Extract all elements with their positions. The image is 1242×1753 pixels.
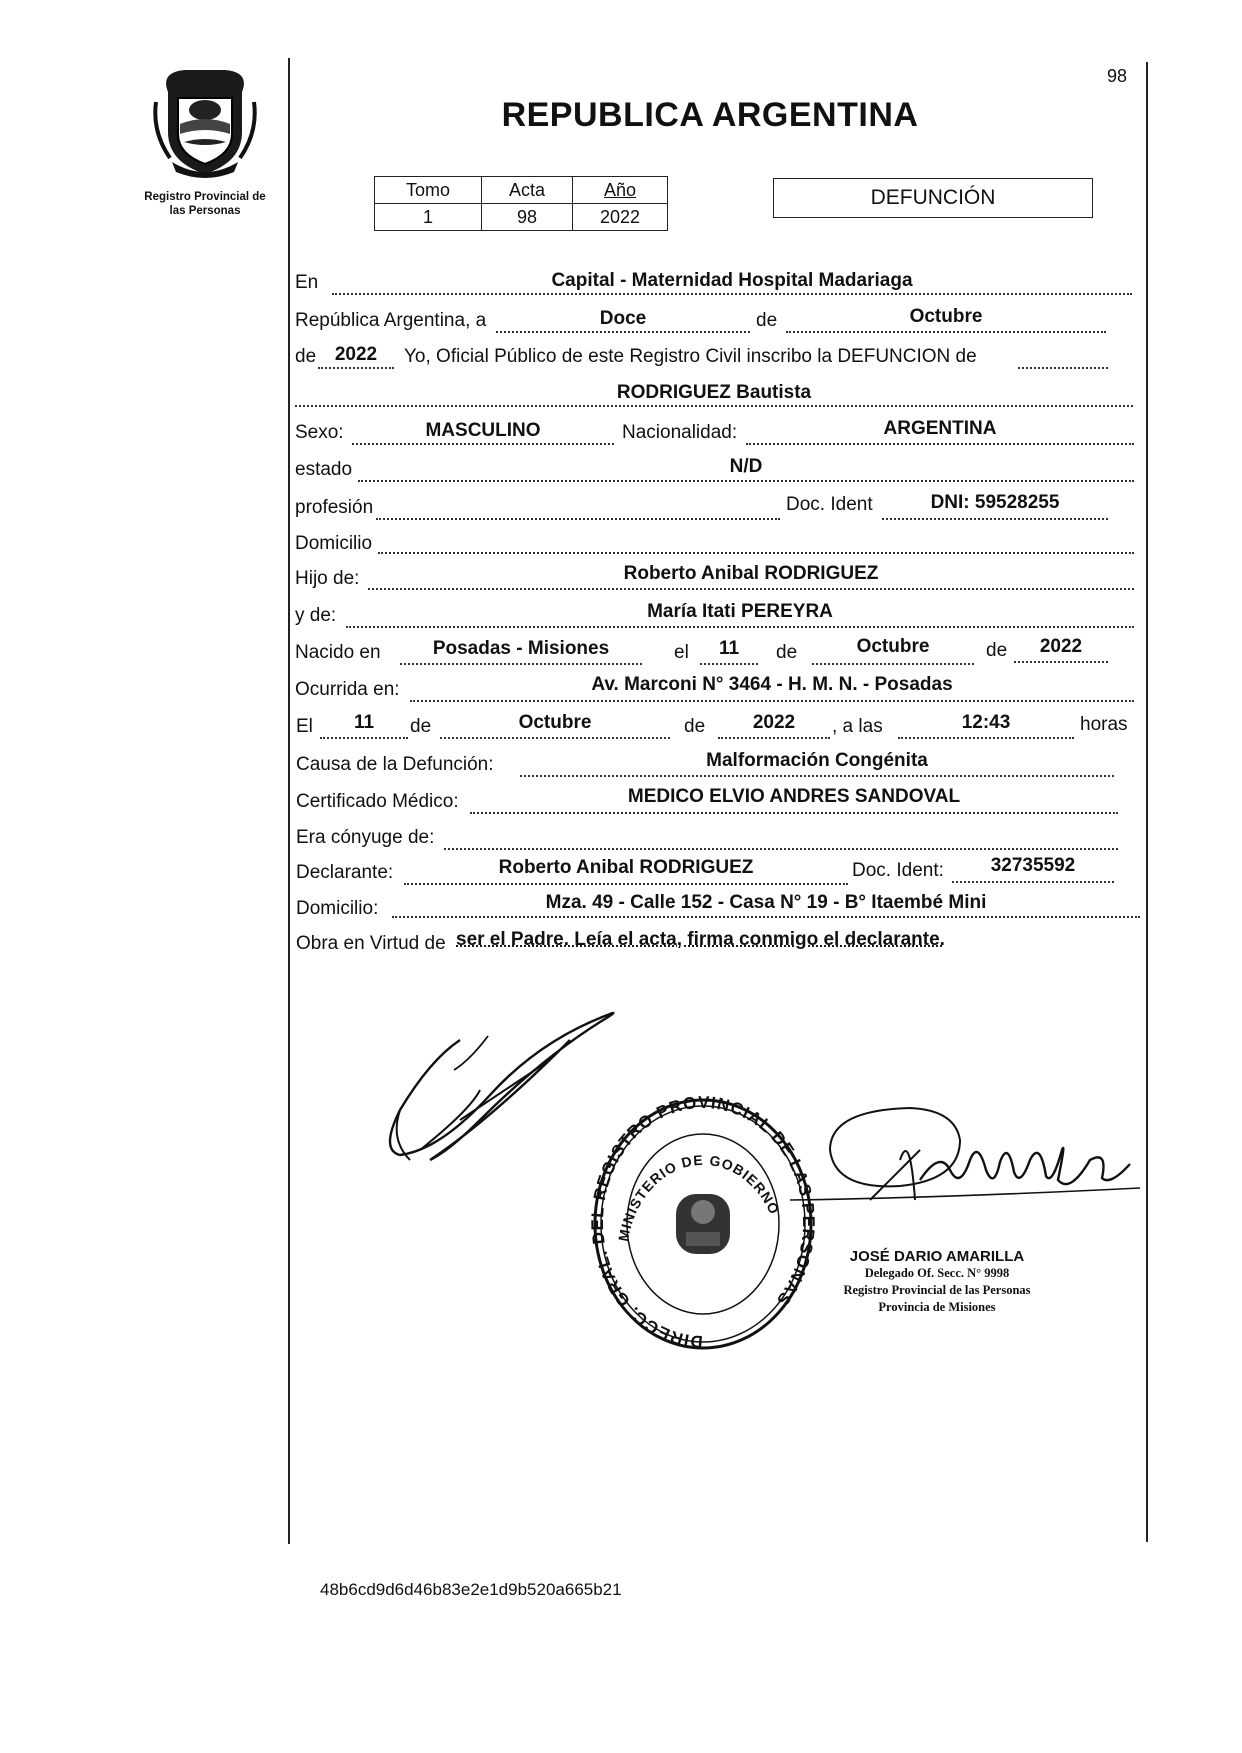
nacionalidad-label: Nacionalidad: xyxy=(622,422,738,443)
death-day-dots xyxy=(320,737,408,739)
document-hash: 48b6cd9d6d46b83e2e1d9b520a665b21 xyxy=(320,1580,622,1599)
en-dots xyxy=(332,293,1132,295)
ref-value-tomo: 1 xyxy=(375,204,482,231)
certificado-value: MEDICO ELVIO ANDRES SANDOVAL xyxy=(627,786,961,807)
estado-dots xyxy=(358,480,1134,482)
death-time-dots xyxy=(898,737,1074,739)
declarante-dots xyxy=(404,883,848,885)
ocurrida-dots xyxy=(410,700,1134,702)
month-dots xyxy=(786,331,1106,333)
deceased-name: RODRIGUEZ Bautista xyxy=(616,382,812,403)
doc-type-label: DEFUNCIÓN xyxy=(870,186,996,209)
causa-label: Causa de la Defunción: xyxy=(296,754,494,775)
oficial-dots xyxy=(1018,367,1108,369)
declarante-value: Roberto Anibal RODRIGUEZ xyxy=(498,857,754,878)
en-label: En xyxy=(295,272,319,293)
official-registry: Registro Provincial de las Personas xyxy=(843,1283,1031,1297)
death-day: 11 xyxy=(353,712,375,733)
seal-inner-text: MINISTERIO DE GOBIERNO xyxy=(615,1151,783,1243)
left-margin-line xyxy=(288,58,290,1544)
profesion-dots xyxy=(376,518,780,520)
el2-label: El xyxy=(296,716,313,737)
official-role: Delegado Of. Secc. N° 9998 xyxy=(864,1266,1010,1280)
el-label: el xyxy=(674,642,689,663)
estado-label: estado xyxy=(295,459,353,480)
causa-value: Malformación Congénita xyxy=(706,750,928,771)
year-value: 2022 xyxy=(334,344,378,365)
month-value: Octubre xyxy=(909,306,983,327)
estado-value: N/D xyxy=(729,456,763,477)
domicilio-label: Domicilio xyxy=(295,533,373,554)
obra-label: Obra en Virtud de xyxy=(296,933,446,954)
causa-dots xyxy=(520,775,1114,777)
oficial-text: Yo, Oficial Público de este Registro Civil inscribo la DEFUNCION de xyxy=(404,346,977,367)
certificado-dots xyxy=(470,812,1118,814)
declarante-label: Declarante: xyxy=(296,862,394,883)
death-time: 12:43 xyxy=(961,712,1011,733)
ref-header-tomo: Tomo xyxy=(375,177,482,204)
nacido-month-dots xyxy=(812,663,974,665)
de6-label: de xyxy=(684,716,706,737)
death-year: 2022 xyxy=(752,712,796,733)
en-value: Capital - Maternidad Hospital Madariaga xyxy=(551,270,913,291)
ref-value-ano: 2022 xyxy=(573,204,668,231)
yde-value: María Itati PEREYRA xyxy=(647,601,833,622)
death-month: Octubre xyxy=(518,712,592,733)
nacido-label: Nacido en xyxy=(295,642,381,663)
page-title: REPUBLICA ARGENTINA xyxy=(501,96,919,134)
right-margin-line xyxy=(1146,62,1148,1542)
de3-label: de xyxy=(776,642,798,663)
sexo-label: Sexo: xyxy=(295,422,344,443)
official-name: JOSÉ DARIO AMARILLA xyxy=(849,1248,1025,1265)
profesion-label: profesión xyxy=(295,497,374,518)
ref-header-ano: Año xyxy=(573,177,668,204)
doc-value: DNI: 59528255 xyxy=(930,492,1060,513)
death-year-dots xyxy=(718,737,830,739)
doc2-dots xyxy=(952,881,1114,883)
republica-label: República Argentina, a xyxy=(295,310,487,331)
yde-dots xyxy=(346,626,1134,628)
nacido-day: 11 xyxy=(718,638,740,659)
hijo-dots xyxy=(368,588,1134,590)
certificado-label: Certificado Médico: xyxy=(296,791,459,812)
nacionalidad-dots xyxy=(746,443,1134,445)
seal-outer-text: DIRECC. GRAL. DEL REGISTRO PROVINCIAL DE LAS PERSONAS xyxy=(588,1092,818,1352)
official-seal xyxy=(588,1092,818,1356)
page-number: 98 xyxy=(1107,66,1128,86)
nacido-month: Octubre xyxy=(856,636,930,657)
nacido-day-dots xyxy=(700,663,758,665)
doc-label: Doc. Ident xyxy=(786,494,873,515)
sexo-dots xyxy=(352,443,614,445)
registry-line-2: las Personas xyxy=(169,205,241,217)
domicilio2-dots xyxy=(392,916,1140,918)
nacido-year: 2022 xyxy=(1039,636,1083,657)
doc-type-box xyxy=(773,178,1093,218)
yde-label: y de: xyxy=(295,605,337,626)
hijo-value: Roberto Anibal RODRIGUEZ xyxy=(623,563,879,584)
conyuge-label: Era cónyuge de: xyxy=(296,827,435,848)
domicilio2-value: Mza. 49 - Calle 152 - Casa N° 19 - B° Itaembé Mini xyxy=(545,892,987,913)
ocurrida-value: Av. Marconi N° 3464 - H. M. N. - Posadas xyxy=(591,674,953,695)
official-signature xyxy=(790,1090,1150,1220)
day-dots xyxy=(496,331,750,333)
registry-line-1: Registro Provincial de xyxy=(144,191,266,203)
province-logo xyxy=(150,62,260,178)
doc2-label: Doc. Ident: xyxy=(852,860,944,881)
reference-table xyxy=(374,176,668,231)
nacido-value: Posadas - Misiones xyxy=(432,638,610,659)
nacido-dots xyxy=(400,663,642,665)
hijo-label: Hijo de: xyxy=(295,568,360,589)
name-dots xyxy=(295,405,1133,407)
de-label: de xyxy=(756,310,778,331)
nacido-year-dots xyxy=(1014,661,1108,663)
ref-header-acta: Acta xyxy=(482,177,573,204)
registry-caption xyxy=(120,190,290,218)
seal-emblem xyxy=(676,1194,730,1254)
official-province: Provincia de Misiones xyxy=(878,1300,996,1314)
ref-value-acta: 98 xyxy=(482,204,573,231)
domicilio-dots xyxy=(378,552,1134,554)
doc-dots xyxy=(882,518,1108,520)
sexo-value: MASCULINO xyxy=(425,420,541,441)
doc2-value: 32735592 xyxy=(990,855,1076,876)
de4-label: de xyxy=(986,640,1008,661)
death-month-dots xyxy=(440,737,670,739)
day-value: Doce xyxy=(599,308,647,329)
official-stamp xyxy=(812,1248,1062,1316)
domicilio2-label: Domicilio: xyxy=(296,898,379,919)
de2-label: de xyxy=(295,346,317,367)
obra-value: ser el Padre. Leía el acta, firma conmigo el declarante. xyxy=(456,929,945,950)
year-dots xyxy=(318,367,394,369)
de5-label: de xyxy=(410,716,432,737)
ocurrida-label: Ocurrida en: xyxy=(295,679,400,700)
conyuge-dots xyxy=(444,848,1118,850)
horas-label: horas xyxy=(1080,714,1128,735)
alas-label: , a las xyxy=(832,716,883,737)
nacionalidad-value: ARGENTINA xyxy=(883,418,997,439)
